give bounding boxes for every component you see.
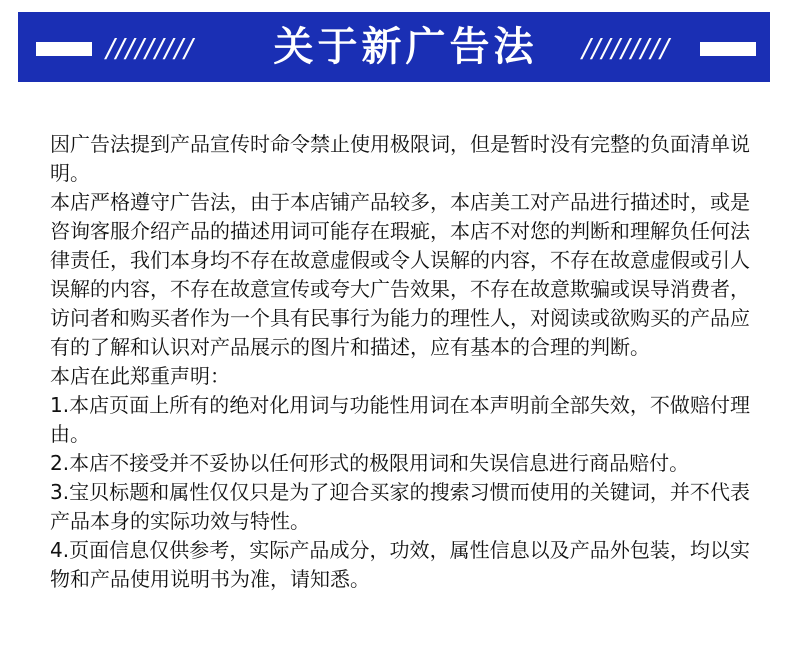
header-banner (18, 12, 770, 82)
right-slash-decoration: ///////// (582, 34, 670, 64)
page-title: 关于新广告法 (273, 24, 538, 70)
declaration-item-2: 2.本店不接受并不妥协以任何形式的极限用词和失误信息进行商品赔付。 (50, 451, 690, 475)
declaration-heading: 本店在此郑重声明： (50, 364, 230, 388)
declaration-item-4: 4.页面信息仅供参考，实际产品成分，功效，属性信息以及产品外包装，均以实物和产品使用说明书为准，请知悉。 (50, 538, 750, 591)
left-bar-decoration (36, 42, 92, 56)
declaration-item-1: 1.本店页面上所有的绝对化用词与功能性用词在本声明前全部失效，不做赔付理由。 (50, 393, 750, 446)
left-slash-decoration: ///////// (106, 34, 194, 64)
declaration-item-3: 3.宝贝标题和属性仅仅只是为了迎合买家的搜索习惯而使用的关键词，并不代表产品本身的实际功效与特性。 (50, 480, 750, 533)
compliance-paragraph: 本店严格遵守广告法，由于本店铺产品较多，本店美工对产品进行描述时，或是咨询客服介绍产品的描述用词可能存在瑕疵，本店不对您的判断和理解负任何法律责任，我们本身均不存在故意虚假或令人误解的内容，不存在故意虚假或引人误解的内容，不存在故意宣传或夸大广告效果，不存在故意欺骗或误导消费者，访问者和购买者作为一个具有民事行为能力的理性人，对阅读或欲购买的产品应有的了解和认识对产品展示的图片和描述，应有基本的合理的判断。 (50, 190, 750, 359)
right-bar-decoration (700, 42, 756, 56)
notice-body (50, 130, 750, 594)
intro-paragraph: 因广告法提到产品宣传时命令禁止使用极限词，但是暂时没有完整的负面清单说明。 (50, 132, 750, 185)
